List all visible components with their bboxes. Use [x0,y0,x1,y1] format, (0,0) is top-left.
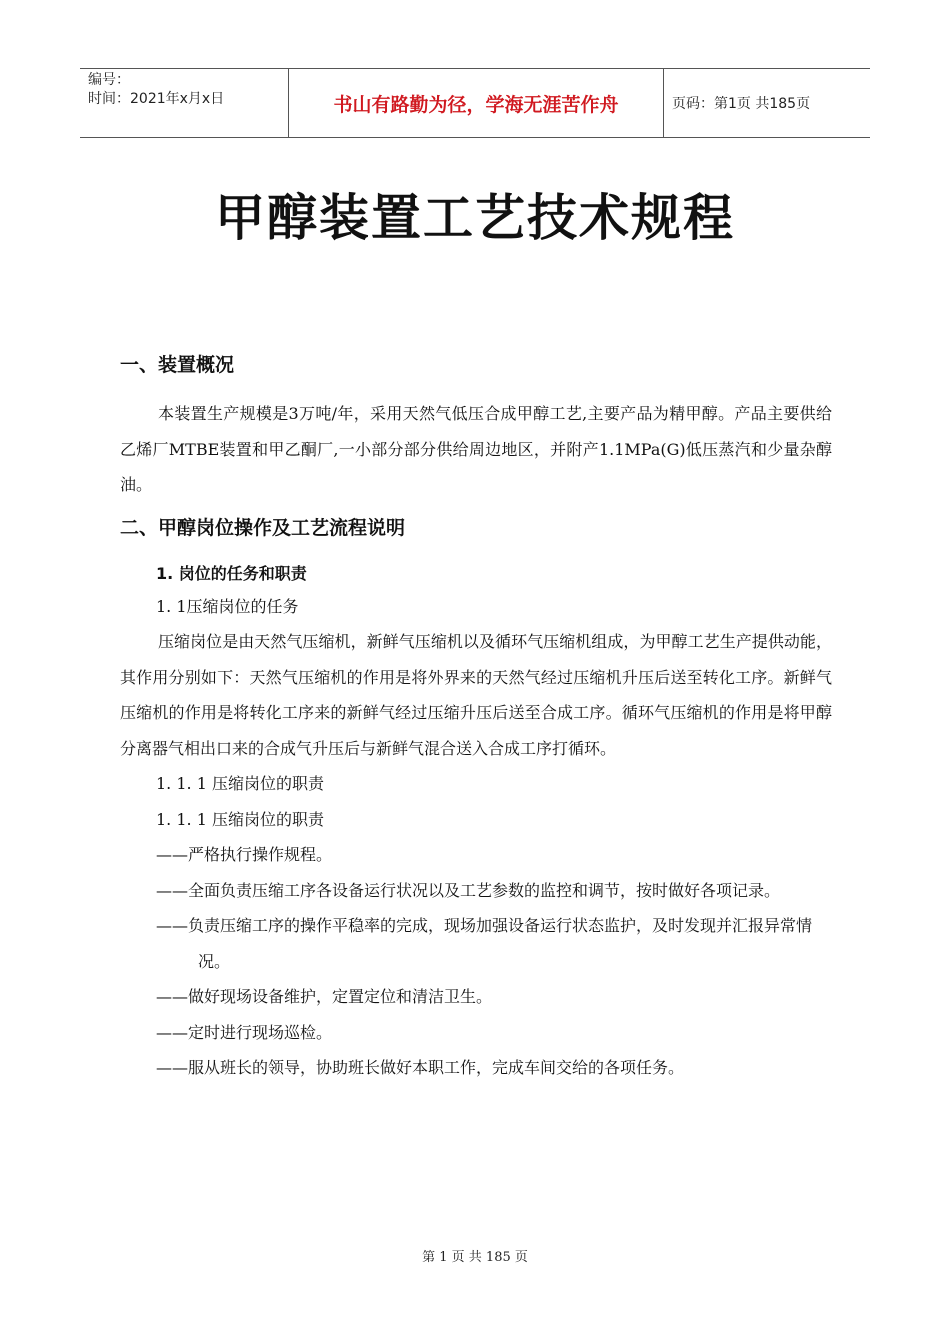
duty-item-3: ——做好现场设备维护，定置定位和清洁卫生。 [156,987,493,1006]
header-motto: 书山有路勤为径，学海无涯苦作舟 [288,69,664,137]
page-footer: 第 1 页 共 185 页 [422,1250,528,1265]
duty-item-4: ——定时进行现场巡检。 [156,1022,333,1042]
header-page-info: 页码：第1页 共185页 [672,96,811,112]
section2-heading: 二、甲醇岗位操作及工艺流程说明 [120,516,406,539]
subsection-1-1-1-a: 1. 1. 1 压缩岗位的职责 [156,774,324,793]
section1-paragraph: 本装置生产规模是3万吨/年，采用天然气低压合成甲醇工艺,主要产品为精甲醇。产品主要供给乙烯厂MTBE装置和甲乙酮厂,一小部分部分供给周边地区，并附产1.1MPa(G)低压蒸汽和少量杂醇油。 [120,404,832,494]
section2-paragraph: 压缩岗位是由天然气压缩机，新鲜气压缩机以及循环气压缩机组成，为甲醇工艺生产提供动能，其作用分别如下：天然气压缩机的作用是将外界来的天然气经过压缩机升压后送至转化工序。新鲜气压缩机的作用是将转化工序来的新鲜气经过压缩升压后送至合成工序。循环气压缩机的作用是将甲醇分离器气相出口来的合成气升压后与新鲜气混合送入合成工序打循环。 [120,632,832,758]
duty-item-2: ——负责压缩工序的操作平稳率的完成，现场加强设备运行状态监护，及时发现并汇报异常情况。 [156,916,813,971]
subsection-1-1-1-b: 1. 1. 1 压缩岗位的职责 [156,809,324,829]
header-meta [80,69,288,137]
header-number-label: 编号： [88,72,130,88]
section2-subheading: 1. 岗位的任务和职责 [156,563,307,583]
page-header [80,68,870,138]
document-title: 甲醇装置工艺技术规程 [215,189,735,247]
subsection-1-1: 1. 1压缩岗位的任务 [156,596,299,616]
header-time-label: 时间：2021年x月x日 [88,91,225,107]
duty-item-5: ——服从班长的领导，协助班长做好本职工作，完成车间交给的各项任务。 [156,1058,685,1077]
duty-item-1: ——全面负责压缩工序各设备运行状况以及工艺参数的监控和调节，按时做好各项记录。 [156,880,781,900]
duty-item-0: ——严格执行操作规程。 [156,845,333,864]
section1-heading: 一、装置概况 [120,354,235,376]
document-body [120,350,832,1086]
